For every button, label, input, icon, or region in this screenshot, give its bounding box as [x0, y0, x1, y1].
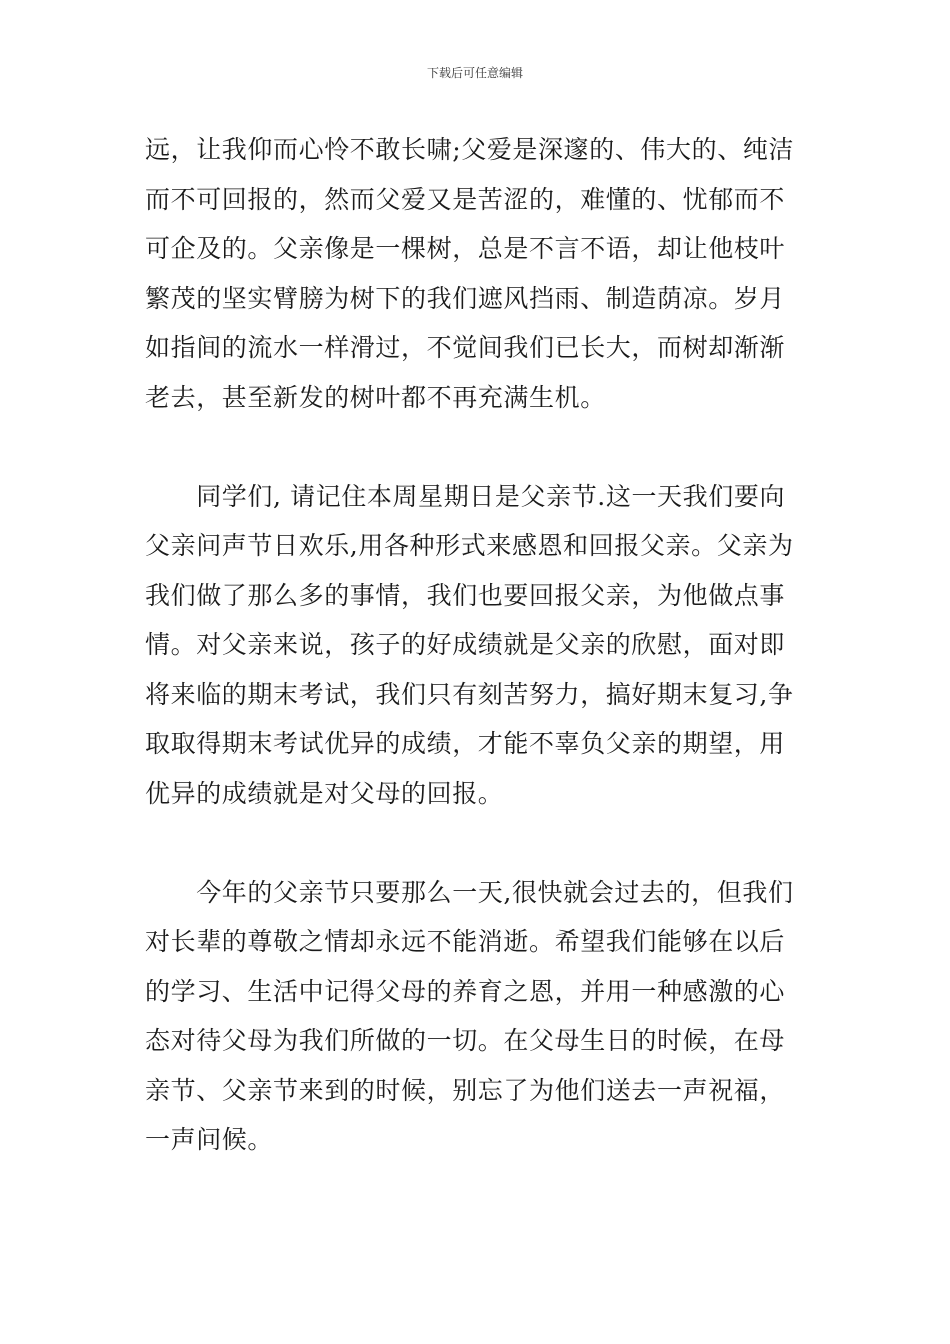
paragraph-line: 父亲问声节日欢乐,用各种形式来感恩和回报父亲。父亲为: [145, 531, 794, 560]
paragraph-line: 取取得期末考试优异的成绩，才能不辜负父亲的期望，用: [145, 729, 786, 758]
paragraph-line: 同学们, 请记住本周星期日是父亲节.这一天我们要向: [145, 481, 786, 511]
paragraph-line: 态对待父母为我们所做的一切。在父母生日的时候，在母: [145, 1026, 786, 1055]
page-header-note: 下载后可任意编辑: [426, 66, 523, 80]
paragraph-line: 可企及的。父亲像是一棵树，总是不言不语，却让他枝叶: [145, 234, 786, 263]
paragraph-3: [145, 868, 807, 1165]
paragraph-line: 一声问候。: [145, 1125, 274, 1154]
paragraph-line: 远，让我仰而心怜不敢长啸;父爱是深邃的、伟大的、纯洁: [145, 135, 795, 164]
paragraph-line: 情。对父亲来说，孩子的好成绩就是父亲的欣慰，面对即: [145, 630, 786, 659]
paragraph-line: 优异的成绩就是对父母的回报。: [145, 778, 504, 808]
document-body: [145, 125, 807, 1165]
paragraph-line: 亲节、父亲节来到的时候，别忘了为他们送去一声祝福，: [145, 1075, 786, 1105]
paragraph-1: [145, 125, 807, 422]
paragraph-line: 老去，甚至新发的树叶都不再充满生机。: [145, 382, 606, 412]
paragraph-line: 我们做了那么多的事情，我们也要回报父亲，为他做点事: [145, 580, 786, 610]
paragraph-line: 对长辈的尊敬之情却永远不能消逝。希望我们能够在以后: [145, 927, 786, 956]
paragraph-line: 今年的父亲节只要那么一天,很快就会过去的，但我们: [145, 877, 794, 907]
paragraph-line: 如指间的流水一样滑过，不觉间我们已长大，而树却渐渐: [145, 333, 786, 362]
paragraph-line: 的学习、生活中记得父母的养育之恩，并用一种感激的心: [145, 976, 786, 1006]
paragraph-line: 而不可回报的，然而父爱又是苦涩的，难懂的、忧郁而不: [145, 184, 786, 214]
paragraph-2: [145, 472, 807, 819]
paragraph-line: 将来临的期末考试，我们只有刻苦努力，搞好期末复习,争: [145, 679, 794, 709]
paragraph-line: 繁茂的坚实臂膀为树下的我们遮风挡雨、制造荫凉。岁月: [145, 283, 786, 313]
